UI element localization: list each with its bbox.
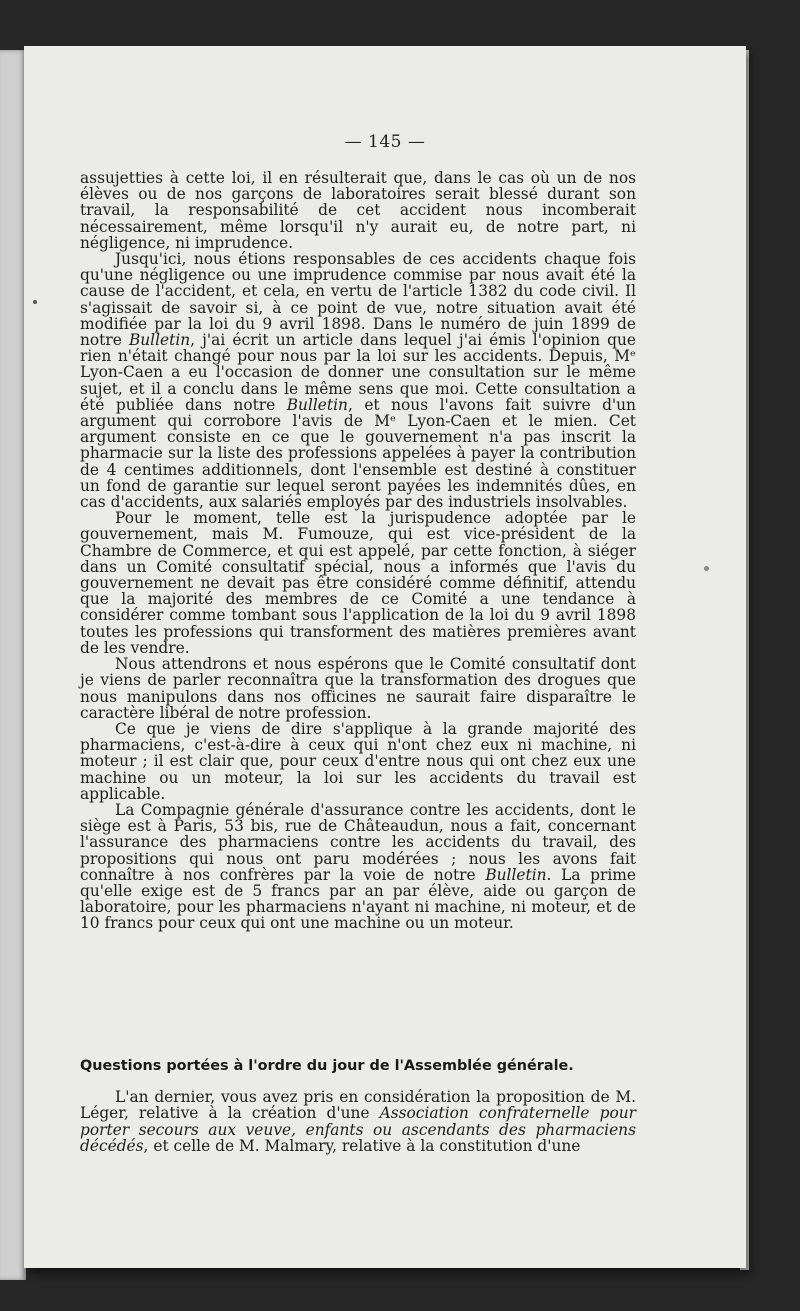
paragraph	[80, 802, 636, 932]
paragraph	[80, 656, 636, 721]
text-run: Pour le moment, telle est la jurispudence adoptée par le gouvernement, mais M. Fumouze, qui est vice-président de la Chambre de Commerce, et qui est appelé, par cette fonction, à siéger dans un Comité consultatif spécial, nous a informés que l'avis du gouvernement ne devait pas être considéré comme définitif, attendu que la majorité des membres de ce Comité a une tendance à considérer comme tombant sous l'application de la loi du 9 avril 1898 toutes les professions qui transforment des matières premières avant de les vendre.	[80, 509, 636, 657]
italic-text: Bulletin	[128, 331, 191, 350]
text-run: , et nous l'avons fait suivre d'un argument qui corrobore l'avis de Mᵉ Lyon-Caen et le mien. Cet argument consiste en ce que le gouvernement n'a pas inscrit la pharmacie sur la liste des professions appelées à payer la contribution de 4 centimes additionnels, dont l'ensemble est destiné à constituer un fond de garantie sur lequel seront payées les indemnités dûes, en cas d'accidents, aux salariés employés par des industriels insolvables.	[80, 395, 636, 512]
paragraph	[80, 721, 636, 802]
text-run: La Compagnie générale d'assurance contre les accidents, dont le siège est à Paris, 53 bis, rue de Châteaudun, nous a fait, concernant l'assurance des pharmaciens contre les accidents du travail, des propositions qui nous ont paru modérées ; nous les avons fait connaître à nos confrères par la voie de notre	[80, 800, 636, 884]
paper-speck	[33, 300, 37, 304]
text-run: . La prime qu'elle exige est de 5 francs par an par élève, aide ou garçon de laboratoire, pour les pharmaciens n'ayant ni machine, ni moteur, et de 10 francs pour ceux qui ont une machine ou un moteur.	[80, 865, 636, 933]
book-page	[24, 46, 746, 1268]
text-run: , j'ai écrit un article dans lequel j'ai émis l'opinion que rien n'était changé pour nous par la loi sur les accidents. Depuis, Mᵉ Lyon-Caen a eu l'occasion de donner une consultation sur le même sujet, et il a conclu dans le même sens que moi. Cette consultation a été publiée dans notre	[80, 331, 636, 414]
body-text	[80, 170, 636, 932]
italic-text: Bulletin	[485, 865, 547, 884]
italic-text: Association confraternelle pour porter secours aux veuve, enfants ou ascendants des pharmaciens décédés	[80, 1104, 636, 1156]
text-run: Jusqu'ici, nous étions responsables de ces accidents chaque fois qu'une négligence ou une imprudence commise par nous avait été la cause de l'accident, et cela, en vertu de l'article 1382 du code civil. Il s'agissait de savoir si, à ce point de vue, notre situation avait été modifiée par la loi du 9 avril 1898. Dans le numéro de juin 1899 de notre	[80, 250, 636, 350]
page-number: — 145 —	[344, 132, 426, 152]
paper-speck	[704, 566, 709, 571]
text-run: Ce que je viens de dire s'applique à la grande majorité des pharmaciens, c'est-à-dire à ceux qui n'ont chez eux ni machine, ni moteur ; il est clair que, pour ceux d'entre nous qui ont chez eux une machine ou un moteur, la loi sur les accidents du travail est applicable.	[80, 719, 636, 803]
text-run: , et celle de M. Malmary, relative à la constitution d'une	[143, 1137, 581, 1156]
section-text	[80, 1089, 636, 1155]
text-run: L'an dernier, vous avez pris en considération la proposition de M. Léger, relative à la création d'une	[80, 1088, 636, 1123]
paragraph	[80, 251, 636, 510]
paragraph	[80, 170, 636, 251]
section-heading: Questions portées à l'ordre du jour de l'Assemblée générale.	[80, 1058, 574, 1074]
text-run: Nous attendrons et nous espérons que le Comité consultatif dont je viens de parler reconnaîtra que la transformation des drogues que nous manipulons dans nos officines ne saurait faire disparaître le caractère libéral de notre profession.	[80, 655, 636, 722]
paragraph	[80, 510, 636, 656]
italic-text: Bulletin	[286, 395, 348, 414]
text-run: assujetties à cette loi, il en résulterait que, dans le cas où un de nos élèves ou de nos garçons de laboratoires serait blessé durant son travail, la responsabilité de cet accident nous incomberait nécessairement, même lorsqu'il n'y aurait eu, de notre part, ni négligence, ni imprudence.	[80, 169, 636, 252]
paragraph	[80, 1089, 636, 1155]
left-page-edge	[0, 50, 26, 1280]
